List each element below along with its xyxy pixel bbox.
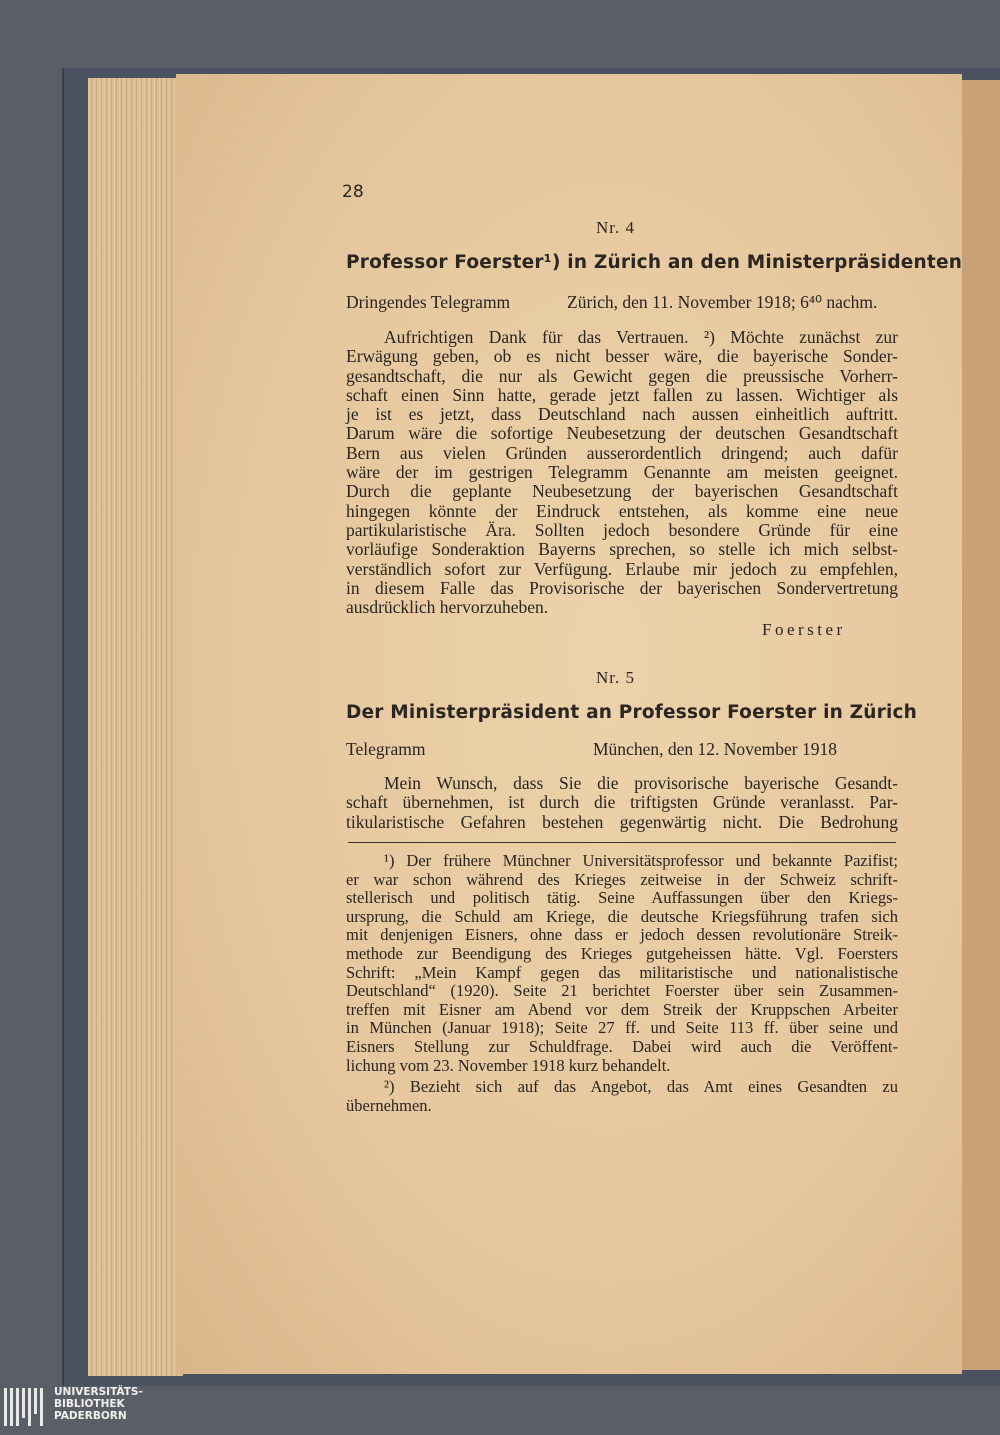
document-4-type: Dringendes Telegramm — [346, 292, 511, 312]
library-logo-line: PADERBORN — [54, 1410, 127, 1422]
footnote-line: er war schon während des Krieges zeitweise in der Schweiz schrift- — [346, 869, 898, 889]
library-logo — [4, 1386, 204, 1432]
footnote-1 — [346, 852, 898, 1075]
footnote-line: Deutschland“ (1920). Seite 21 berichtet Foerster über sein Zusammen- — [346, 981, 898, 1001]
text-line: verständlich sofort zur Verfügung. Erlaube mir jedoch zu empfehlen, — [346, 558, 898, 579]
footnote-line: ²) Bezieht sich auf das Angebot, das Amt eines Gesandten zu — [384, 1077, 898, 1096]
document-4-body — [346, 328, 898, 617]
text-line: Bern aus vielen Gründen ausserordentlich dringend; auch dafür — [346, 442, 898, 463]
footnote-line: übernehmen. — [346, 1095, 432, 1115]
footnote-line: stellerisch und politisch tätig. Seine Auffassungen über den Kriegs- — [346, 888, 898, 908]
text-line: tikularistische Gefahren bestehen gegenwärtig nicht. Die Bedrohung — [346, 811, 898, 832]
footnote-line: in München (Januar 1918); Seite 27 ff. und Seite 113 ff. über seine und — [346, 1018, 898, 1038]
text-line: Mein Wunsch, dass Sie die provisorische bayerische Gesandt- — [384, 773, 898, 793]
page-edges — [88, 78, 183, 1376]
footnote-line: treffen mit Eisner am Abend vor dem Streik der Kruppschen Arbeiter — [346, 999, 898, 1019]
text-line: Erwägung geben, ob es nicht besser wäre, die bayerische Sonder- — [346, 346, 898, 367]
text-line: vorläufige Sonderaktion Bayerns sprechen, so stelle ich mich selbst- — [346, 539, 898, 560]
page-number: 28 — [342, 182, 364, 202]
text-line: in diesem Falle das Provisorische der bayerischen Sondervertretung — [346, 577, 898, 598]
document-5-body — [346, 774, 898, 832]
text-line: schaft einen Sinn hatte, gerade jetzt fallen zu lassen. Wichtiger als — [346, 384, 898, 405]
footnote-line: lichung vom 23. November 1918 kurz behandelt. — [346, 1055, 671, 1075]
footnote-line: methode zur Beendigung des Krieges gutgeheissen hätte. Vgl. Foersters — [346, 943, 898, 963]
signature-foerster: Foerster — [762, 620, 846, 639]
text-line: Darum wäre die sofortige Neubesetzung der deutschen Gesandtschaft — [346, 423, 898, 444]
text-line: je ist es jetzt, dass Deutschland nach aussen einheitlich auftritt. — [346, 404, 898, 425]
book-page — [176, 74, 962, 1374]
facing-page-edge — [956, 80, 1000, 1370]
text-line: Aufrichtigen Dank für das Vertrauen. ²) Möchte zunächst zur — [384, 327, 898, 347]
document-number-5: Nr. 5 — [596, 668, 635, 687]
document-4-date: Zürich, den 11. November 1918; 6⁴⁰ nachm. — [567, 292, 878, 312]
document-5-date: München, den 12. November 1918 — [593, 739, 837, 759]
text-line: Durch die geplante Neubesetzung der bayerischen Gesandtschaft — [346, 481, 898, 502]
text-line: gesandtschaft, die nur als Gewicht gegen die preussische Vorherr- — [346, 365, 898, 386]
footnote-line: Eisners Stellung zur Schuldfrage. Dabei wird auch die Veröffent- — [346, 1036, 898, 1056]
text-line: wäre der im gestrigen Telegramm Genannte am meisten geeignet. — [346, 462, 898, 483]
document-5-type: Telegramm — [346, 739, 426, 759]
footnote-divider — [348, 842, 896, 843]
footnote-line: ursprung, die Schuld am Kriege, die deutsche Kriegsführung trafen sich — [346, 906, 898, 926]
footnote-line: mit denjenigen Eisners, ohne dass er jedoch dessen revolutionäre Streik- — [346, 925, 898, 945]
text-line: ausdrücklich hervorzuheben. — [346, 597, 549, 618]
library-logo-line: BIBLIOTHEK — [54, 1398, 125, 1410]
library-logo-text — [54, 1386, 143, 1422]
footnote-2 — [346, 1078, 898, 1115]
text-line: hingegen könnte der Eindruck entstehen, als komme eine neue — [346, 500, 898, 521]
document-4-heading: Professor Foerster¹) in Zürich an den Ministerpräsidenten — [346, 252, 963, 273]
library-logo-icon — [4, 1388, 46, 1426]
text-line: schaft übernehmen, ist durch die triftigsten Gründe veranlasst. Par- — [346, 792, 898, 813]
document-5-heading: Der Ministerpräsident an Professor Foerster in Zürich — [346, 702, 918, 723]
footnote-line: ¹) Der frühere Münchner Universitätsprofessor und bekannte Pazifist; — [384, 851, 898, 870]
text-line: partikularistische Ära. Sollten jedoch besondere Gründe für eine — [346, 519, 898, 540]
library-logo-line: UNIVERSITÄTS- — [54, 1386, 143, 1398]
footnote-line: Schrift: „Mein Kampf gegen das militaristische und nationalistische — [346, 962, 898, 982]
document-number-4: Nr. 4 — [596, 218, 635, 237]
